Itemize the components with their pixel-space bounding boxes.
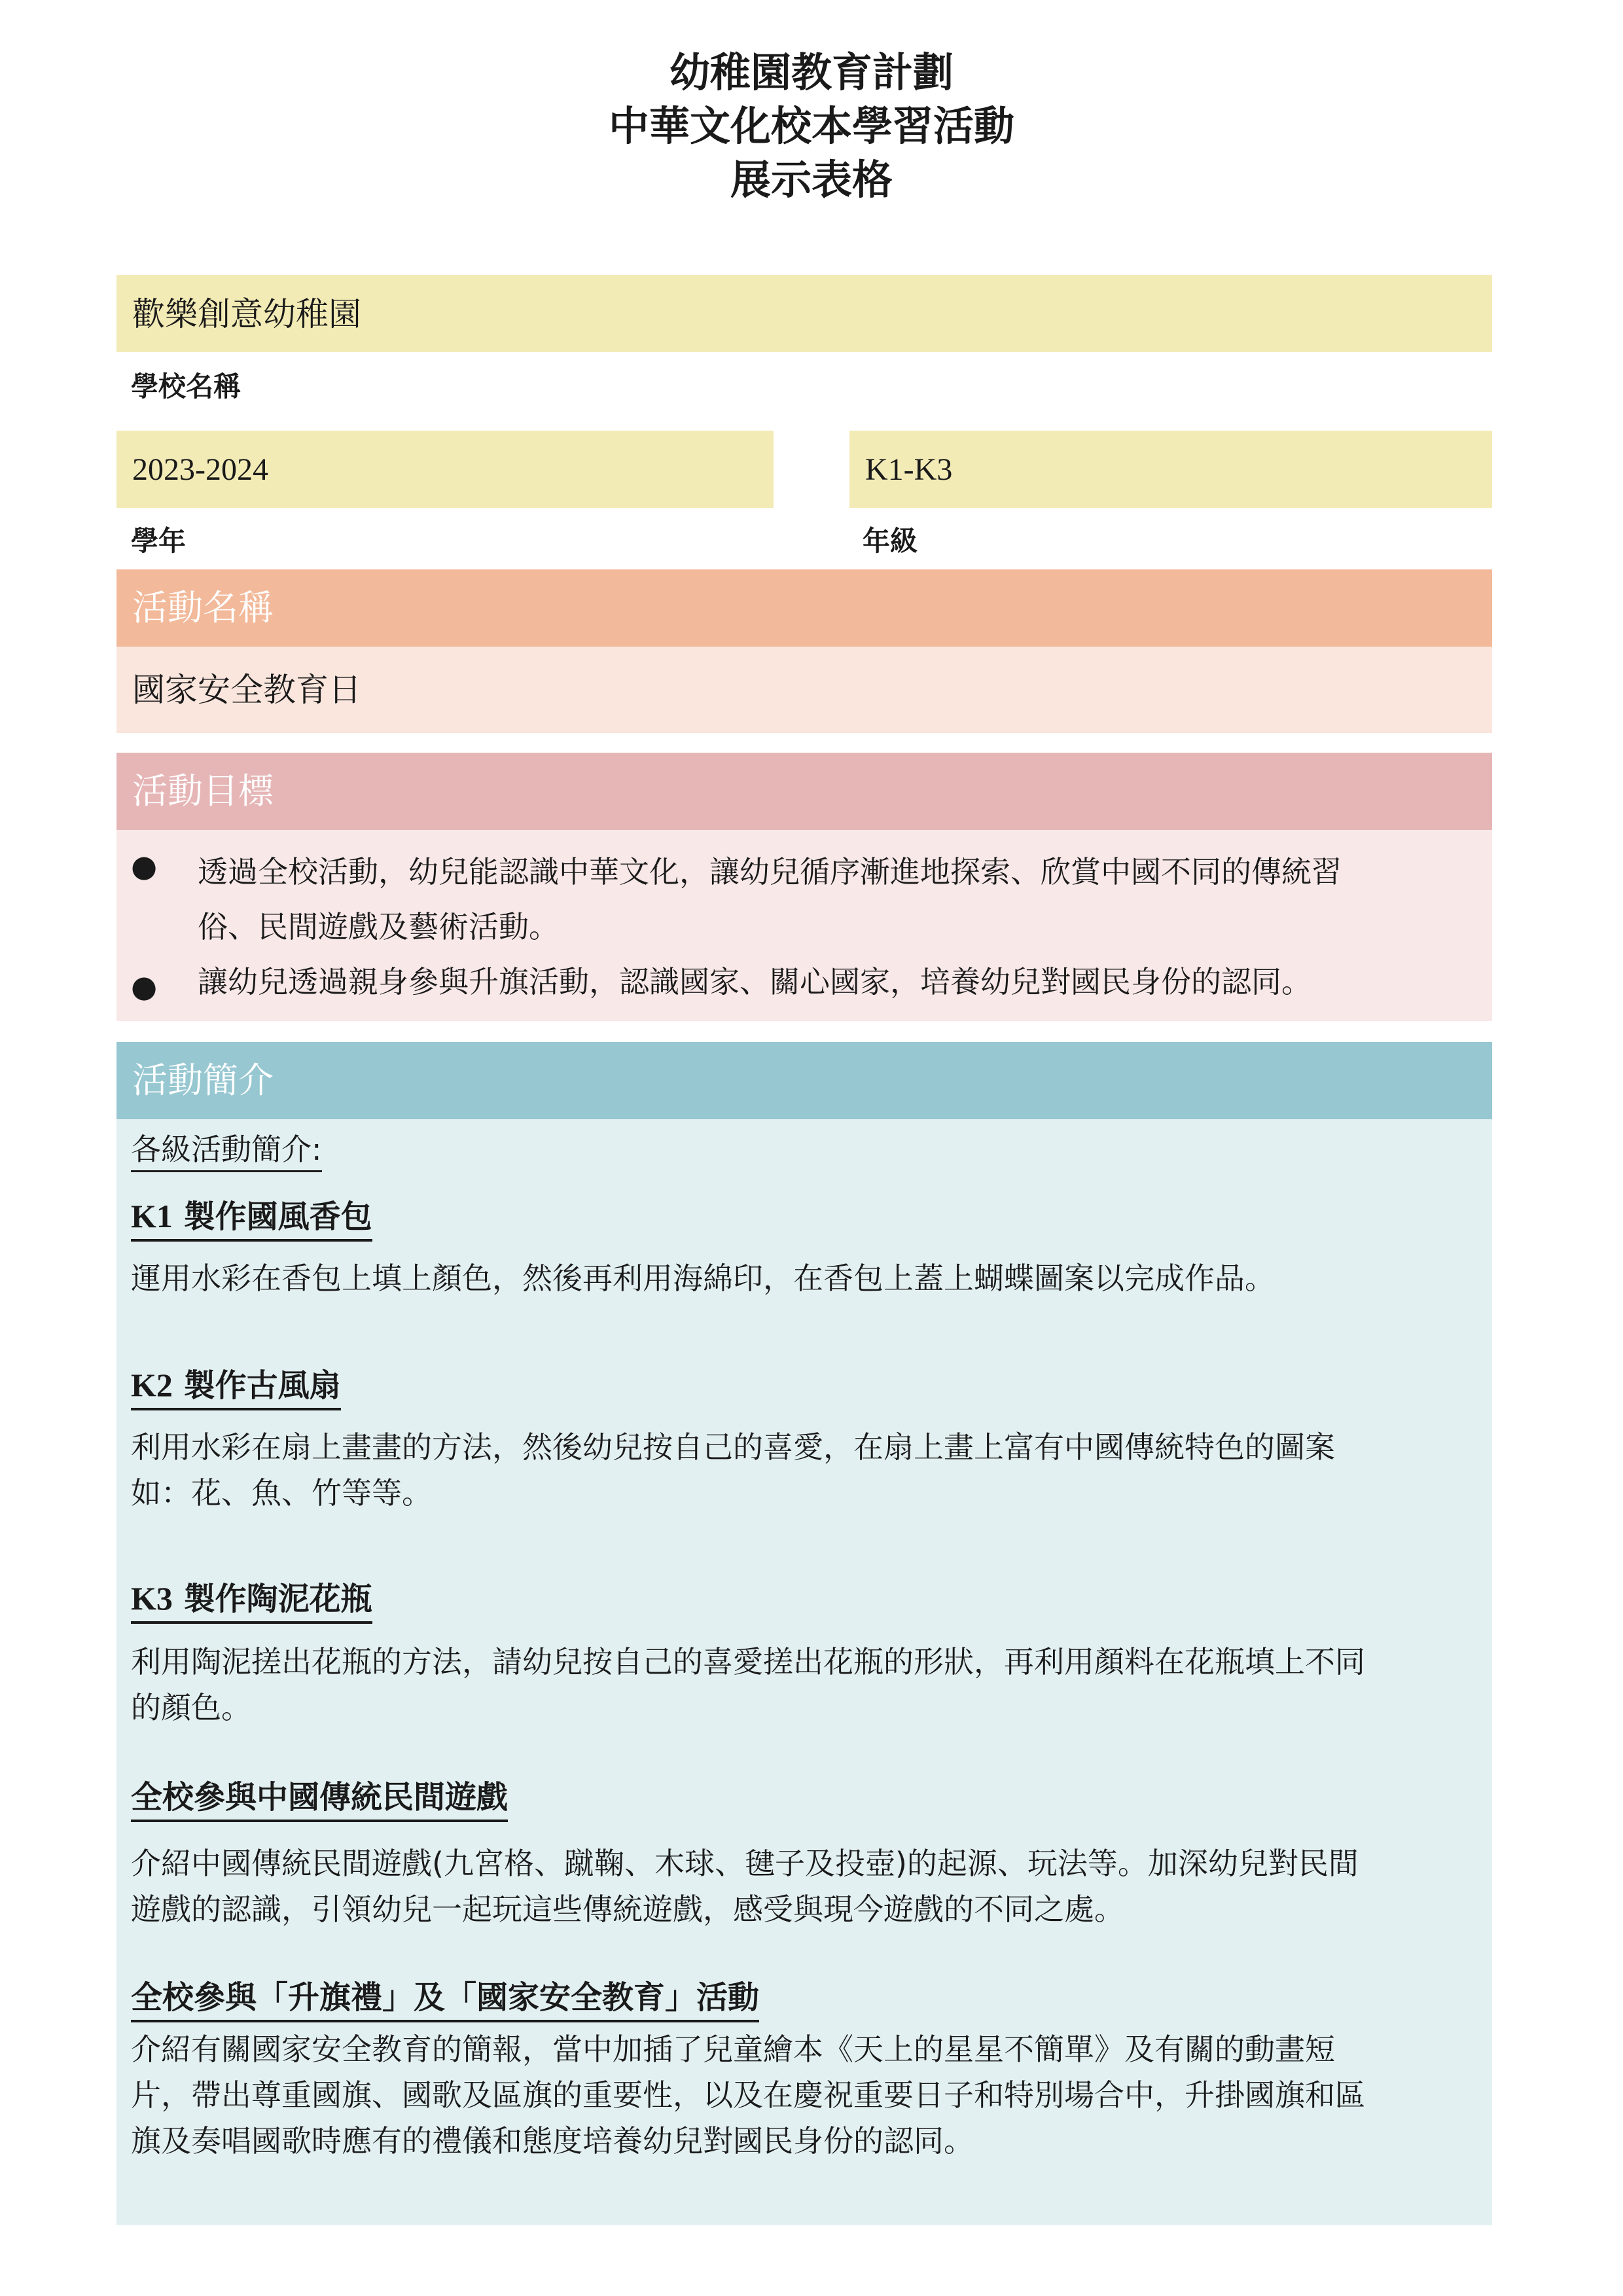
k3-desc-line-2: 的顏色。 [131, 1690, 251, 1725]
k1-code: K1 [131, 1198, 173, 1234]
activity-name-value: 國家安全教育日 [116, 647, 1492, 733]
objective-2-line-1: 讓幼兒透過親身參與升旗活動，認識國家、關心國家，培養幼兒對國民身份的認同。 [198, 964, 1311, 999]
title-line-1: 幼稚園教育計劃 [669, 48, 954, 96]
flag-raising-desc-line-3: 旗及奏唱國歌時應有的禮儀和態度培養幼兒對國民身份的認同。 [131, 2123, 974, 2159]
k1-desc-line-1: 運用水彩在香包上填上顏色，然後再利用海綿印，在香包上蓋上蝴蝶圖案以完成作品。 [131, 1261, 1275, 1296]
folk-games-heading: 全校參與中國傳統民間遊戲 [131, 1778, 508, 1822]
school-name-label: 學校名稱 [131, 370, 241, 403]
objective-1-line-1: 透過全校活動，幼兒能認識中華文化，讓幼兒循序漸進地探索、欣賞中國不同的傳統習 [198, 854, 1342, 889]
k3-heading [131, 1579, 372, 1624]
grade-field: K1-K3 [849, 431, 1492, 508]
school-year-label: 學年 [131, 525, 187, 557]
folk-games-desc-line-2: 遊戲的認識，引領幼兒一起玩這些傳統遊戲，感受與現今遊戲的不同之處。 [131, 1892, 1124, 1927]
flag-raising-desc-line-2: 片，帶出尊重國旗、國歌及區旗的重要性，以及在慶祝重要日子和特別場合中，升掛國旗和區 [131, 2077, 1365, 2113]
objectives-heading: 活動目標 [116, 753, 1492, 830]
flag-raising-heading: 全校參與「升旗禮」及「國家安全教育」活動 [131, 1978, 759, 2022]
title-line-3: 展示表格 [730, 156, 893, 204]
k3-code: K3 [131, 1580, 173, 1617]
folk-games-desc-line-1: 介紹中國傳統民間遊戲(九宮格、蹴鞠、木球、毽子及投壺)的起源、玩法等。加深幼兒對民間 [131, 1846, 1359, 1881]
intro-heading: 活動簡介 [116, 1042, 1492, 1119]
school-name-field: 歡樂創意幼稚園 [116, 275, 1492, 352]
k2-desc-line-2: 如：花、魚、竹等等。 [131, 1475, 432, 1511]
k2-desc-line-1: 利用水彩在扇上畫畫的方法，然後幼兒按自己的喜愛，在扇上畫上富有中國傳統特色的圖案 [131, 1429, 1335, 1465]
activity-name-heading: 活動名稱 [116, 569, 1492, 647]
k1-title: 製作國風香包 [172, 1198, 372, 1235]
k3-desc-line-1: 利用陶泥搓出花瓶的方法，請幼兒按自己的喜愛搓出花瓶的形狀，再利用顏料在花瓶填上不同 [131, 1644, 1365, 1679]
grade-label: 年級 [863, 525, 918, 557]
bullet-2: ● [131, 969, 158, 1004]
intro-subtitle: 各級活動簡介: [131, 1128, 322, 1172]
objective-1-line-2: 俗、民間遊戲及藝術活動。 [198, 909, 559, 944]
bullet-1: ● [131, 848, 158, 884]
k2-title: 製作古風扇 [172, 1367, 341, 1404]
k2-code: K2 [131, 1367, 173, 1403]
school-year-field: 2023-2024 [116, 431, 774, 508]
title-line-2: 中華文化校本學習活動 [608, 102, 1014, 150]
k1-heading [131, 1196, 372, 1242]
flag-raising-desc-line-1: 介紹有關國家安全教育的簡報，當中加插了兒童繪本《天上的星星不簡單》及有關的動畫短 [131, 2032, 1335, 2067]
k3-title: 製作陶泥花瓶 [172, 1581, 372, 1617]
k2-heading [131, 1365, 341, 1410]
